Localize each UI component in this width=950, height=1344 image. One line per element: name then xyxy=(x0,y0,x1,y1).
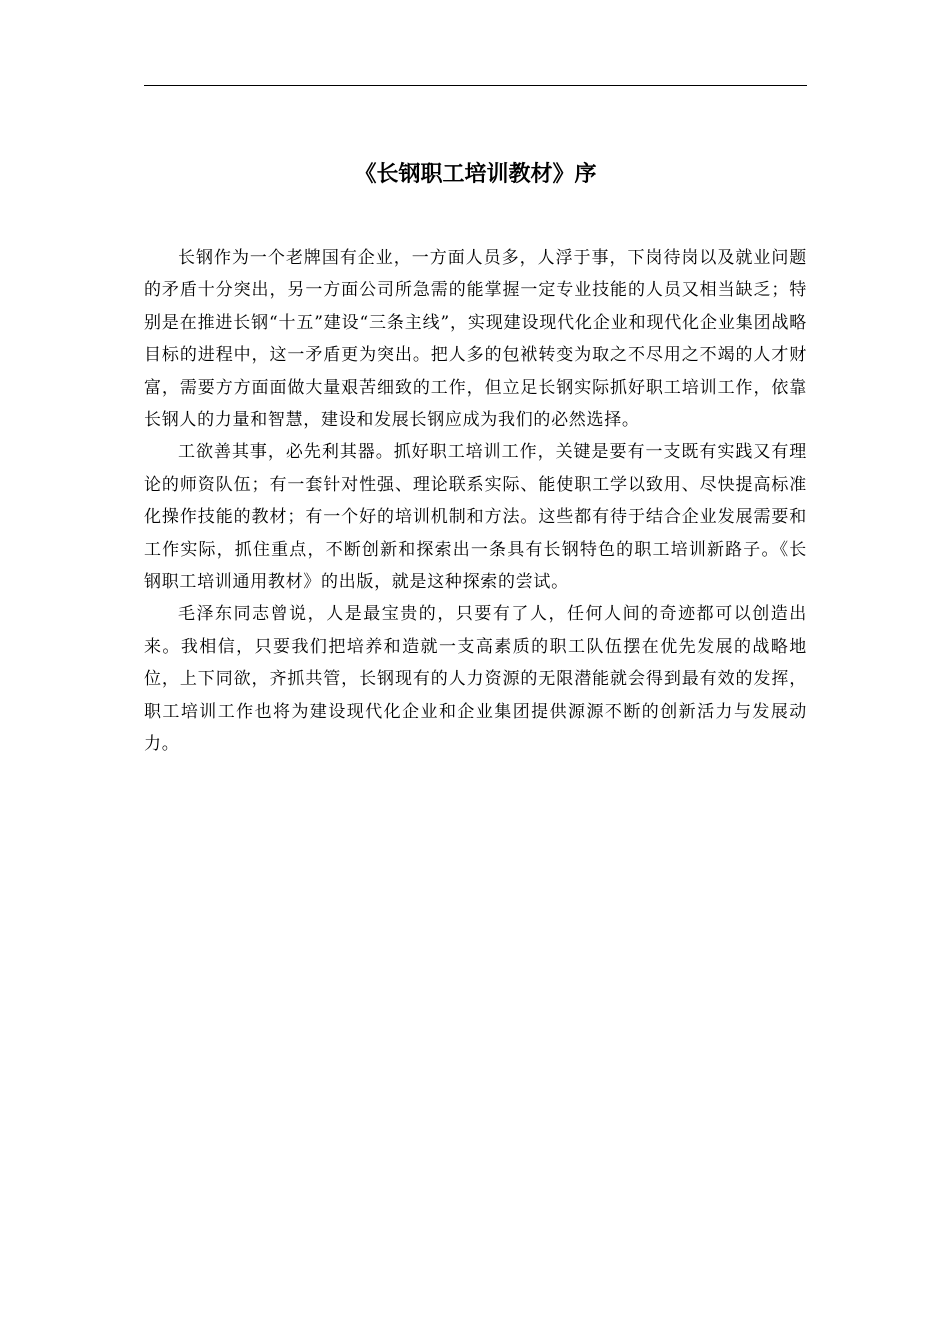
header-rule xyxy=(144,85,807,86)
body-text xyxy=(144,242,807,761)
document-title: 《长钢职工培训教材》序 xyxy=(354,162,597,187)
paragraph-3: 毛泽东同志曾说，人是最宝贵的，只要有了人，任何人间的奇迹都可以创造出来。我相信，只要我们把培养和造就一支高素质的职工队伍摆在优先发展的战略地位，上下同欲，齐抓共管，长钢现有的人力资源的无限潜能就会得到最有效的发挥，职工培训工作也将为建设现代化企业和企业集团提供源源不断的创新活力与发展动力。 xyxy=(144,604,807,755)
paragraph-2: 工欲善其事，必先利其器。抓好职工培训工作，关键是要有一支既有实践又有理论的师资队伍；有一套针对性强、理论联系实际、能使职工学以致用、尽快提高标准化操作技能的教材；有一个好的培训机制和方法。这些都有待于结合企业发展需要和工作实际，抓住重点，不断创新和探索出一条具有长钢特色的职工培训新路子。《长钢职工培训通用教材》的出版，就是这种探索的尝试。 xyxy=(144,442,807,593)
paragraph-1: 长钢作为一个老牌国有企业，一方面人员多，人浮于事，下岗待岗以及就业问题的矛盾十分突出，另一方面公司所急需的能掌握一定专业技能的人员又相当缺乏；特别是在推进长钢“十五”建设“三条主线”，实现建设现代化企业和现代化企业集团战略目标的进程中，这一矛盾更为突出。把人多的包袱转变为取之不尽用之不竭的人才财富，需要方方面面做大量艰苦细致的工作，但立足长钢实际抓好职工培训工作，依靠长钢人的力量和智慧，建设和发展长钢应成为我们的必然选择。 xyxy=(144,248,807,431)
